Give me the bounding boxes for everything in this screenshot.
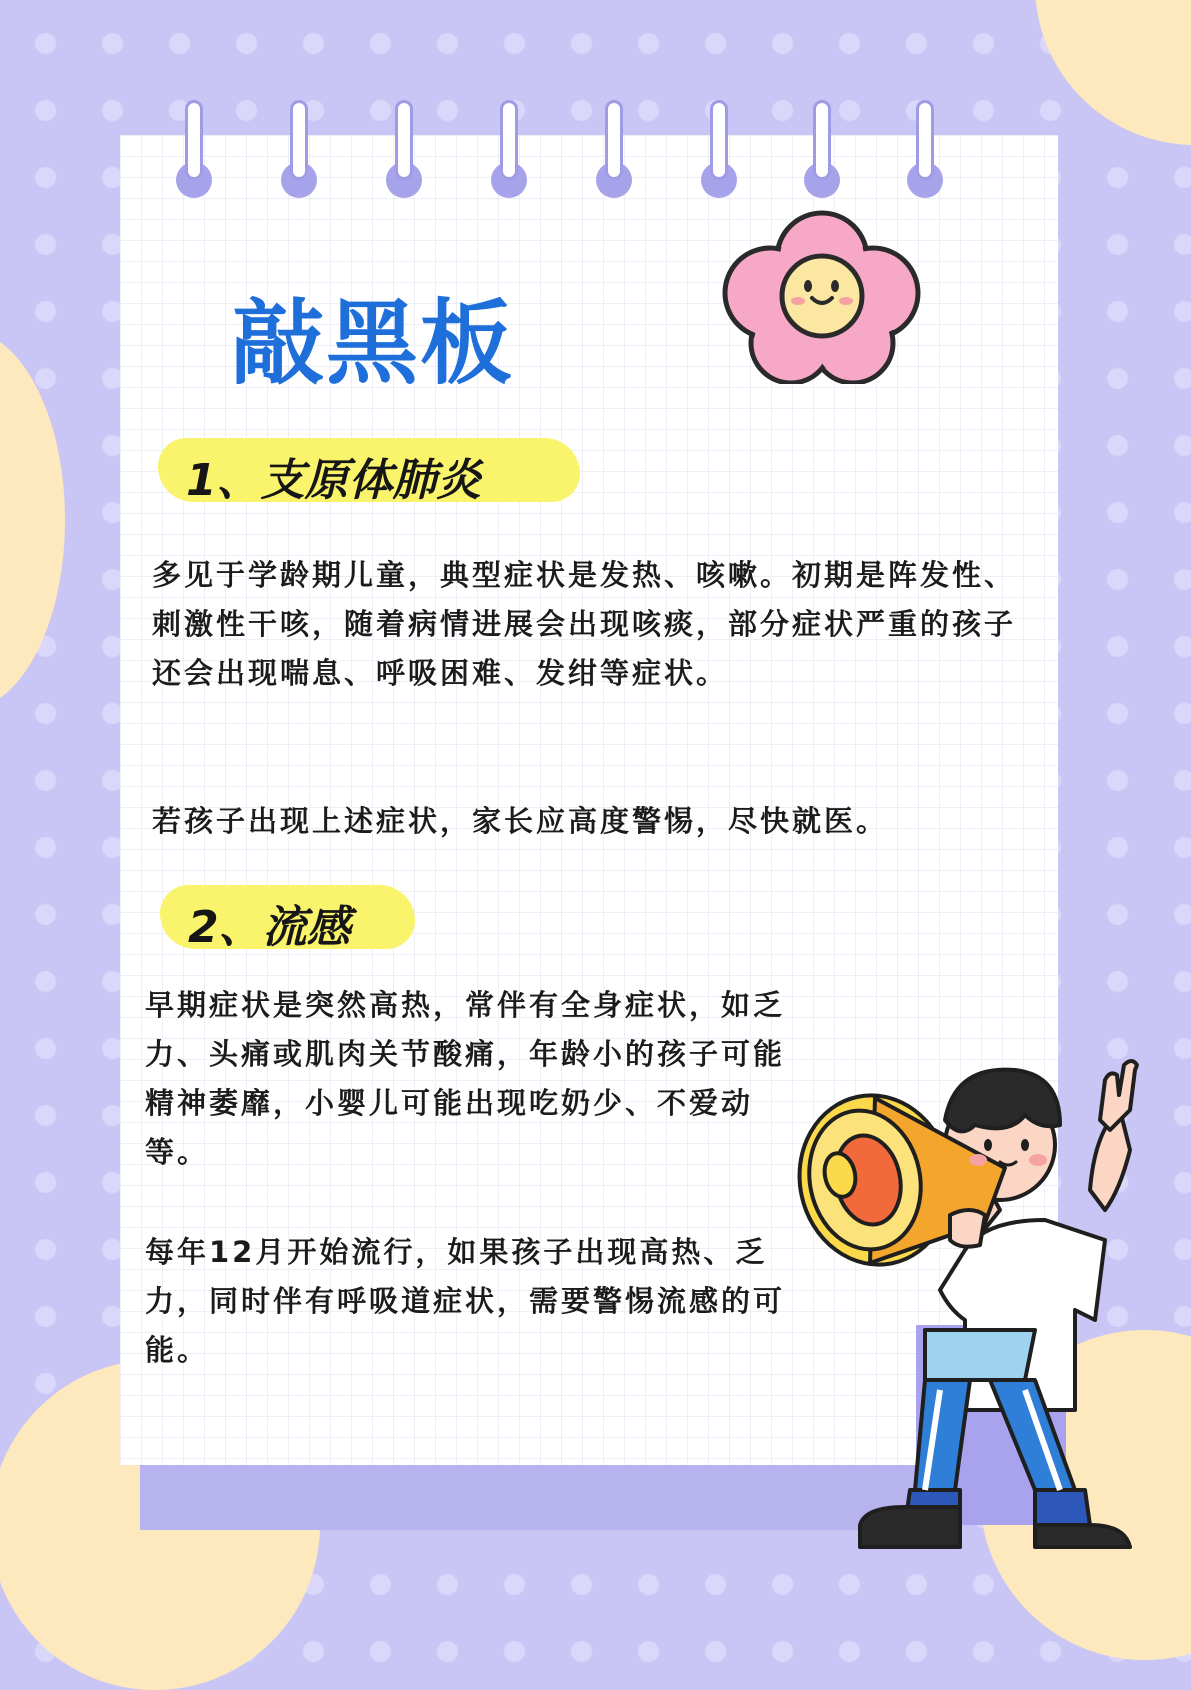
binder-ring-icon bbox=[701, 100, 737, 198]
binder-ring-icon bbox=[491, 100, 527, 198]
decor-blob-top-right bbox=[1035, 0, 1191, 145]
section-2-paragraph-1: 早期症状是突然高热，常伴有全身症状，如乏力、头痛或肌肉关节酸痛，年龄小的孩子可能精神萎靡，小婴儿可能出现吃奶少、不爱动等。 bbox=[145, 988, 786, 1169]
section-1-paragraph-1: 多见于学龄期儿童，典型症状是发热、咳嗽。初期是阵发性、刺激性干咳，随着病情进展会出现咳痰，部分症状严重的孩子还会出现喘息、呼吸困难、发绀等症状。 bbox=[152, 558, 1017, 690]
smiling-flower-icon bbox=[718, 208, 926, 384]
binder-ring-icon bbox=[907, 100, 943, 198]
decor-blob-left bbox=[0, 330, 65, 710]
section-heading-1: 1、支原体肺炎 bbox=[186, 455, 481, 506]
page-title: 敲黑板 bbox=[232, 290, 515, 397]
binder-ring-icon bbox=[386, 100, 422, 198]
section-1-paragraph-2: 若孩子出现上述症状，家长应高度警惕，尽快就医。 bbox=[152, 804, 889, 838]
person-with-megaphone-illustration bbox=[790, 1050, 1180, 1570]
binder-ring-icon bbox=[804, 100, 840, 198]
binder-ring-icon bbox=[176, 100, 212, 198]
section-heading-tag bbox=[158, 438, 580, 506]
section-2-paragraph-2: 每年12月开始流行，如果孩子出现高热、乏力，同时伴有呼吸道症状，需要警惕流感的可能。 bbox=[145, 1235, 786, 1367]
binder-ring-icon bbox=[596, 100, 632, 198]
section-heading-tag bbox=[160, 885, 415, 953]
binder-ring-icon bbox=[281, 100, 317, 198]
section-heading-2: 2、流感 bbox=[188, 902, 351, 953]
